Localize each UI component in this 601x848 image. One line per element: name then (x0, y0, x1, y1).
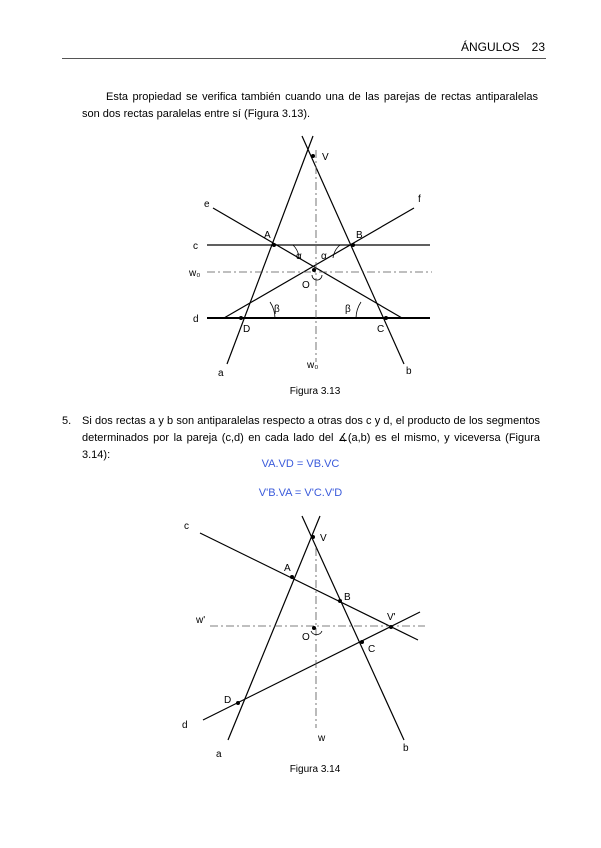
label-C-2: C (368, 644, 376, 655)
label-beta-left: β (274, 304, 280, 315)
label-C: C (377, 324, 385, 335)
label-w-prime: w' (196, 615, 206, 626)
point-O-2 (312, 626, 316, 630)
arc-o-2 (311, 631, 322, 635)
label-b-2: b (403, 743, 409, 754)
point-A-2 (290, 575, 294, 579)
label-A: A (264, 230, 271, 241)
label-w-2: w (318, 733, 326, 744)
label-V-prime: V' (387, 612, 396, 623)
label-b: b (406, 366, 412, 377)
label-c-2: c (184, 521, 189, 532)
formula-2: V'B.VA = V'C.V'D (258, 487, 343, 499)
label-f: f (418, 194, 421, 205)
label-beta-right: β (345, 304, 351, 315)
label-w-bottom: w₀ (307, 360, 319, 371)
point-D-2 (236, 701, 240, 705)
page-number: 23 (531, 40, 545, 54)
label-A-2: A (284, 563, 291, 574)
point-V-prime (389, 625, 393, 629)
figure-3-14-caption: Figura 3.14 (289, 764, 341, 775)
label-O-2: O (302, 632, 310, 643)
label-D-2: D (224, 695, 232, 706)
point-V-2 (311, 535, 315, 539)
label-B: B (356, 230, 363, 241)
paragraph-antiparallel: Esta propiedad se verifica también cuando una de las parejas de rectas antiparalelas son dos rectas paralelas entre sí (Figura 3.13). (82, 91, 538, 120)
figure-3-13-caption: Figura 3.13 (289, 386, 341, 397)
label-d: d (193, 314, 199, 325)
label-alpha-right: α (321, 251, 327, 262)
label-O: O (302, 280, 310, 291)
formula-1: VA.VD = VB.VC (261, 458, 340, 470)
list-marker: 5. (62, 415, 72, 427)
label-D: D (243, 324, 251, 335)
line-a-2 (228, 516, 320, 740)
label-alpha-left: α (296, 251, 302, 262)
point-B-2 (338, 599, 342, 603)
label-c: c (193, 241, 198, 252)
line-c-2 (200, 533, 418, 640)
list-item-text: Si dos rectas a y b son antiparalelas respecto a otras dos c y d, el producto de los segmentos determinados por la pareja (c,d) en cada lado del ∡(a,b) es el mismo, y viceversa (Figura 3.14): (82, 415, 540, 461)
header-section: ÁNGULOS (460, 40, 520, 54)
label-a: a (218, 368, 224, 379)
label-d-2: d (182, 720, 188, 731)
label-w-left: w₀ (189, 268, 201, 279)
label-a-2: a (216, 749, 222, 760)
label-B-2: B (344, 592, 351, 603)
label-e: e (204, 199, 210, 210)
label-V-2: V (320, 533, 327, 544)
label-V: V (322, 152, 329, 163)
point-C-2 (360, 640, 364, 644)
